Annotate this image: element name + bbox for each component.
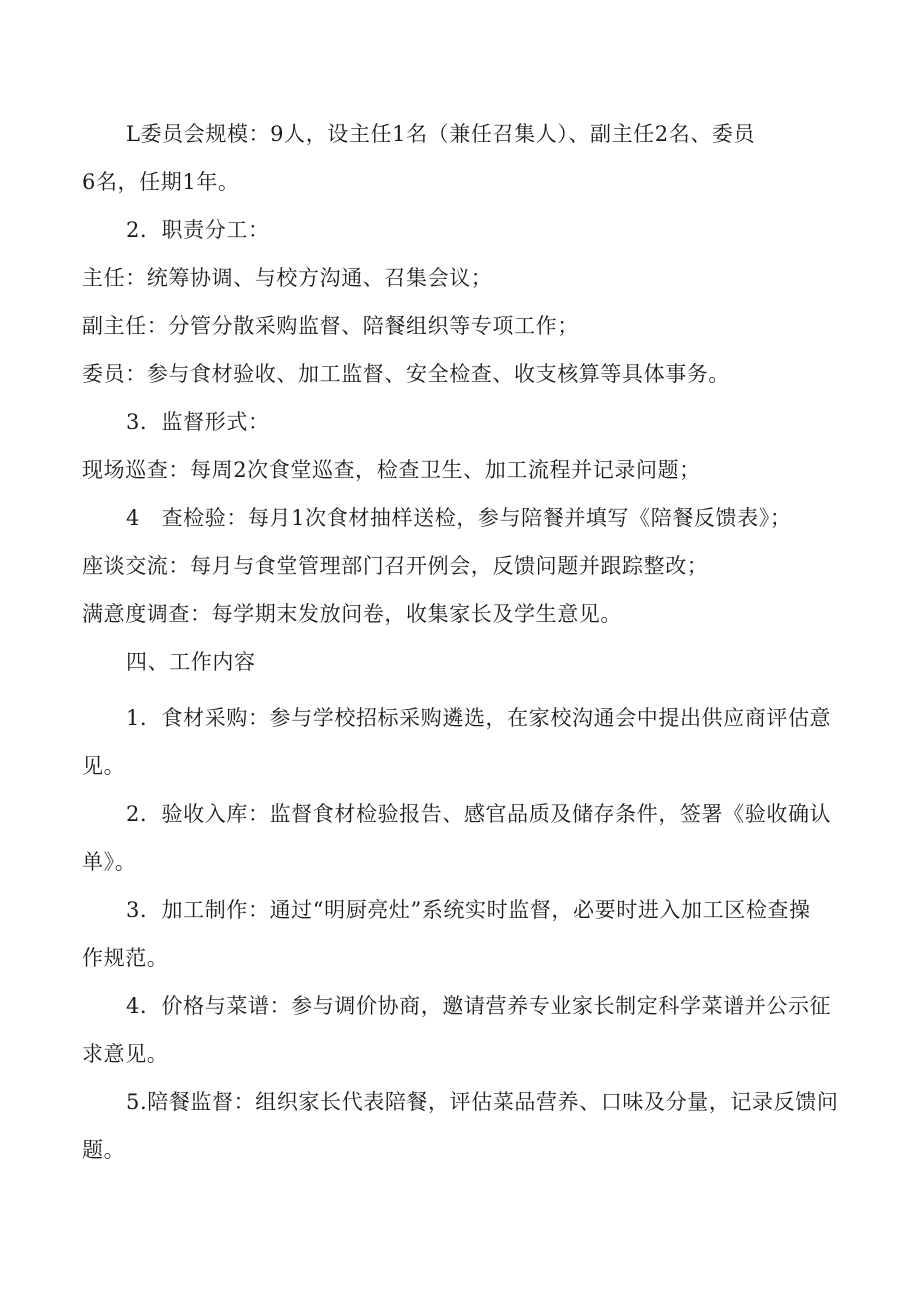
duty-director: 主任：统筹协调、与校方沟通、召集会议； xyxy=(82,266,493,290)
work-item-dining: 5.陪餐监督：组织家长代表陪餐，评估菜品营养、口味及分量，记录反馈问 xyxy=(126,1090,839,1114)
work-item-price-menu-cont: 求意见。 xyxy=(82,1042,169,1066)
work-item-processing-cont: 作规范。 xyxy=(82,946,169,970)
duty-deputy-director: 副主任：分管分散采购监督、陪餐组织等专项工作； xyxy=(82,314,579,338)
supervision-survey: 满意度调查：每学期末发放问卷，收集家长及学生意见。 xyxy=(82,602,622,626)
work-item-acceptance-cont: 单》。 xyxy=(82,850,137,874)
duty-member: 委员：参与食材验收、加工监督、安全检查、收支核算等具体事务。 xyxy=(82,362,730,386)
work-item-acceptance: 2．验收入库：监督食材检验报告、感官品质及储存条件，签署《验收确认 xyxy=(126,802,832,826)
committee-size-line-cont: 6名，任期1年。 xyxy=(82,170,240,194)
supervision-onsite: 现场巡查：每周2次食堂巡查，检查卫生、加工流程并记录问题； xyxy=(82,458,701,482)
committee-size-line: L委员会规模：9人，设主任1名（兼任召集人）、副主任2名、委员 xyxy=(126,122,756,146)
work-item-procurement-cont: 见。 xyxy=(82,754,126,778)
work-item-dining-cont: 题。 xyxy=(82,1138,126,1162)
work-content-heading: 四、工作内容 xyxy=(126,650,256,674)
supervision-meeting: 座谈交流：每月与食堂管理部门召开例会，反馈问题并跟踪整改； xyxy=(82,554,709,578)
work-item-procurement: 1．食材采购：参与学校招标采购遴选，在家校沟通会中提出供应商评估意 xyxy=(126,706,832,730)
duties-heading: 2．职责分工： xyxy=(126,218,270,242)
work-item-price-menu: 4．价格与菜谱：参与调价协商，邀请营养专业家长制定科学菜谱并公示征 xyxy=(126,994,832,1018)
supervision-heading: 3．监督形式： xyxy=(126,410,270,434)
work-item-processing: 3．加工制作：通过“明厨亮灶”系统实时监督，必要时进入加工区检查操 xyxy=(126,898,811,922)
supervision-inspection: 4 查检验：每月1次食材抽样送检，参与陪餐并填写《陪餐反馈表》； xyxy=(126,506,792,530)
